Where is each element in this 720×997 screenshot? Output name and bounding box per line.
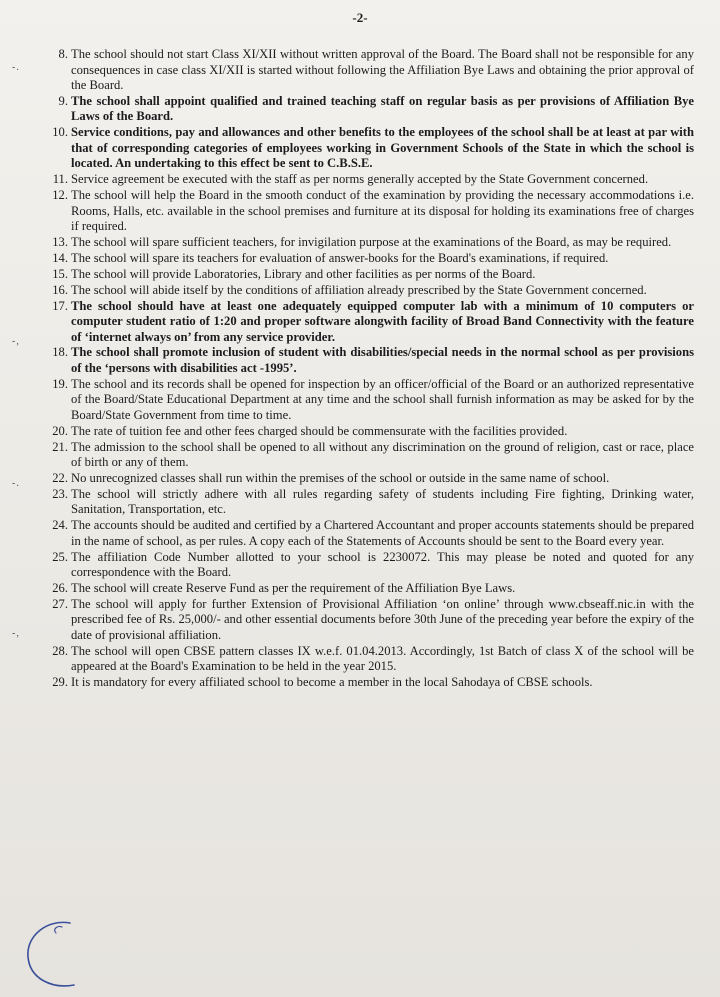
condition-number: 18.: [52, 345, 68, 360]
condition-number: 20.: [52, 423, 68, 438]
condition-number: 19.: [52, 376, 68, 391]
condition-number: 12.: [52, 188, 68, 203]
condition-item: [44, 581, 694, 597]
condition-item: [44, 424, 694, 440]
condition-item: [44, 550, 694, 581]
condition-text: The school will abide itself by the conditions of affiliation already prescribed by the State Government concerned.: [71, 282, 647, 297]
condition-text: The school should not start Class XI/XII without written approval of the Board. The Board shall not be responsible for any consequences in case class XI/XII is started without following the Affiliation Bye Laws and obtaining the prior approval of the Board.: [71, 47, 694, 92]
condition-text: Service agreement be executed with the staff as per norms generally accepted by the State Government concerned.: [71, 172, 649, 187]
condition-text: The school will help the Board in the smooth conduct of the examination by providing the necessary accommodations i.e. Rooms, Halls, etc. available in the school premises and furniture at its disposal for holding its examinations free of charges if required.: [71, 188, 694, 234]
condition-number: 28.: [52, 643, 68, 658]
condition-text: It is mandatory for every affiliated school to become a member in the local Sahodaya of CBSE schools.: [71, 675, 593, 690]
condition-text: The admission to the school shall be opened to all without any discrimination on the ground of religion, cast or race, place of birth or any of them.: [71, 439, 694, 470]
margin-tick-mark: -,: [12, 336, 20, 347]
condition-item: [44, 644, 694, 675]
condition-text: The rate of tuition fee and other fees charged should be commensurate with the facilities provided.: [71, 423, 568, 438]
condition-item: [44, 377, 694, 424]
condition-text: Service conditions, pay and allowances and other benefits to the employees of the school shall be at least at par with that of corresponding categories of employees working in Government Schools of the State in which the school is located. An undertaking to this effect be sent to C.B.S.E.: [71, 125, 694, 171]
condition-item: [44, 299, 694, 346]
condition-number: 21.: [52, 439, 68, 454]
condition-text: The school shall promote inclusion of student with disabilities/special needs in the normal school as per provisions of the ‘persons with disabilities act -1995’.: [71, 345, 694, 375]
condition-text: The school will provide Laboratories, Library and other facilities as per norms of the Board.: [71, 266, 536, 281]
condition-item: [44, 471, 694, 487]
condition-number: 15.: [52, 266, 68, 281]
condition-text: The school will strictly adhere with all rules regarding safety of students including Fire fighting, Drinking water, Sanitation, Transportation, etc.: [71, 486, 694, 517]
condition-number: 16.: [52, 282, 68, 297]
condition-item: [44, 518, 694, 549]
condition-item: [44, 345, 694, 376]
condition-number: 8.: [58, 47, 68, 61]
condition-text: No unrecognized classes shall run within the premises of the school or outside in the same name of school.: [71, 470, 610, 485]
condition-text: The school will create Reserve Fund as per the requirement of the Affiliation Bye Laws.: [71, 581, 516, 596]
condition-number: 10.: [52, 125, 68, 140]
condition-item: [44, 188, 694, 235]
condition-text: The school will spare its teachers for evaluation of answer-books for the Board's examinations, if required.: [71, 250, 609, 265]
condition-number: 14.: [52, 250, 68, 265]
condition-item: [44, 172, 694, 188]
condition-item: [44, 440, 694, 471]
condition-text: The school will open CBSE pattern classes IX w.e.f. 01.04.2013. Accordingly, 1st Batch of class X of the school will be appeared at the Board's Examination to be held in the year 2015.: [71, 643, 694, 674]
condition-number: 25.: [52, 549, 68, 564]
condition-item: [44, 94, 694, 125]
condition-item: [44, 125, 694, 172]
condition-text: The school will spare sufficient teachers, for invigilation purpose at the examinations of the Board, as may be required.: [71, 234, 672, 249]
condition-item: [44, 597, 694, 644]
condition-text: The school and its records shall be opened for inspection by an officer/official of the Board or an authorized representative of the Board/State Educational Department at any time and the school shall furnish information as may be asked for by the Board/State Government from time to time.: [71, 376, 694, 422]
condition-number: 27.: [52, 596, 68, 611]
condition-number: 29.: [52, 675, 68, 690]
condition-number: 13.: [52, 234, 68, 249]
condition-number: 23.: [52, 486, 68, 501]
condition-number: 17.: [52, 298, 68, 313]
condition-item: [44, 487, 694, 518]
page-number: -2-: [352, 10, 368, 25]
condition-number: 11.: [52, 172, 68, 187]
condition-number: 24.: [52, 518, 68, 533]
condition-item: [44, 47, 694, 94]
condition-item: [44, 267, 694, 283]
condition-item: [44, 251, 694, 267]
margin-tick-mark: -,: [12, 628, 20, 639]
condition-number: 22.: [52, 470, 68, 485]
condition-text: The school shall appoint qualified and trained teaching staff on regular basis as per provisions of Affiliation Bye Laws of the Board.: [71, 93, 694, 124]
condition-item: [44, 235, 694, 251]
condition-text: The affiliation Code Number allotted to your school is 2230072. This may please be noted and quoted for any correspondence with the Board.: [71, 549, 694, 580]
condition-text: The accounts should be audited and certified by a Chartered Accountant and proper accounts statements should be prepared in the name of school, as per rules. A copy each of the Statements of Accounts should be sent to the Board every year.: [71, 518, 694, 548]
margin-tick-mark: -.: [12, 62, 20, 73]
condition-item: [44, 283, 694, 299]
condition-text: The school will apply for further Extension of Provisional Affiliation ‘on online’ through www.cbseaff.nic.in with the prescribed fee of Rs. 25,000/- and other essential documents before 30th June of the preceding year before the expiry of the date of provisional affiliation.: [71, 596, 694, 642]
pen-annotation-circle: [18, 915, 88, 995]
condition-number: 26.: [52, 581, 68, 596]
condition-text: The school should have at least one adequately equipped computer lab with a minimum of 10 computers or computer student ratio of 1:20 and proper software alongwith facility of Broad Band Connectivity with the feature of ‘internet always on’ from any service provider.: [71, 298, 694, 344]
condition-item: [44, 675, 694, 691]
margin-tick-mark: -.: [12, 478, 20, 489]
condition-number: 9.: [58, 93, 68, 108]
conditions-list: [44, 47, 694, 691]
